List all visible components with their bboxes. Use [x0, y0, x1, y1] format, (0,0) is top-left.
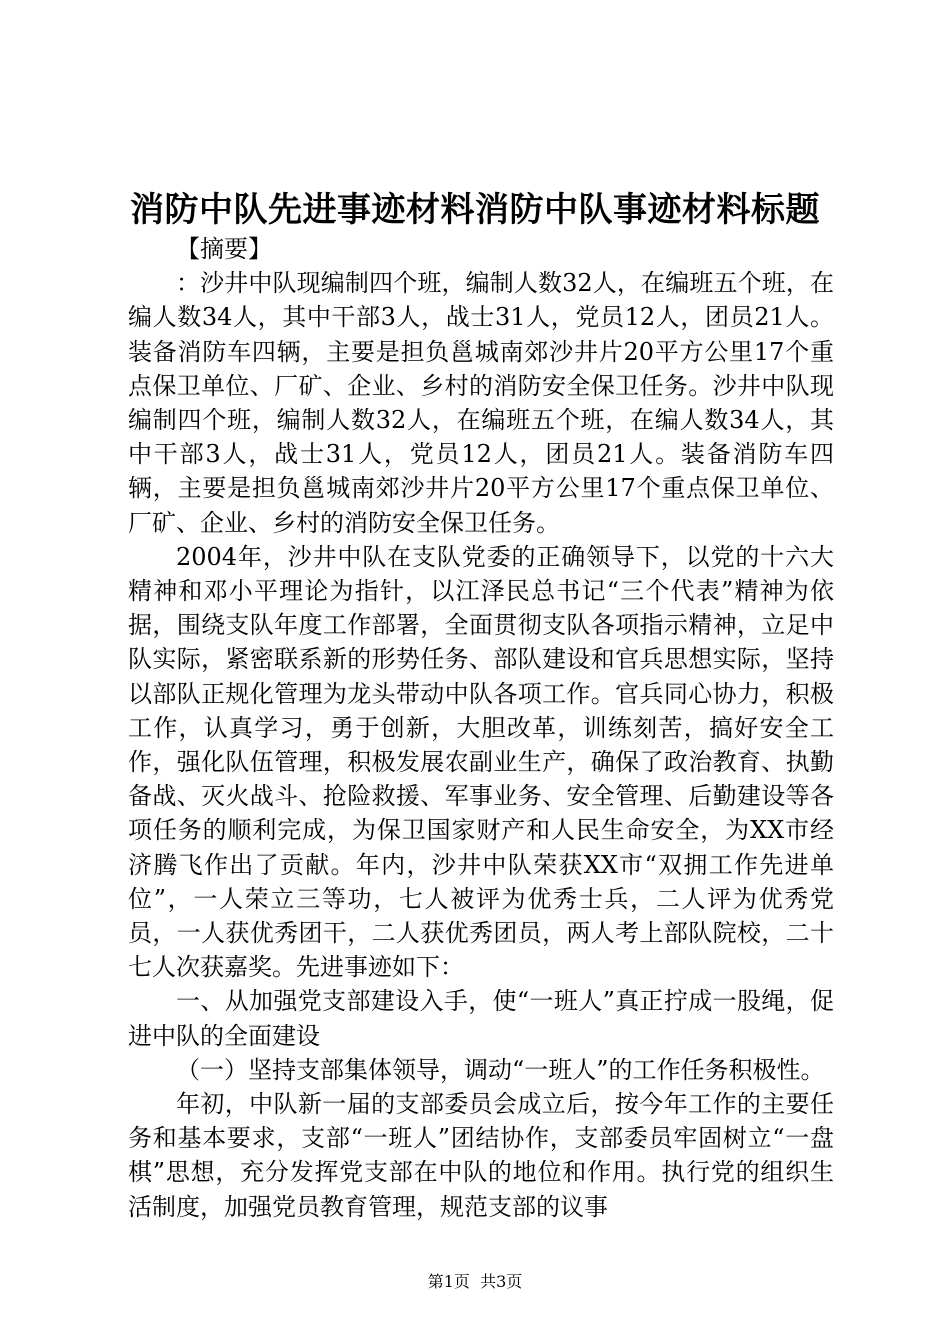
section-heading-1: 一、从加强党支部建设入手，使“一班人”真正拧成一股绳，促进中队的全面建设 — [128, 987, 834, 1050]
page-number: 第1页 — [427, 1272, 470, 1291]
document-title: 消防中队先进事迹材料消防中队事迹材料标题 — [130, 190, 820, 230]
page-total: 共3页 — [480, 1272, 523, 1291]
document-body — [128, 232, 834, 1224]
paragraph-abstract: ：沙井中队现编制四个班，编制人数32人，在编班五个班，在编人数34人，其中干部3人，战士31人，党员12人，团员21人。装备消防车四辆，主要是担负邕城南郊沙井片20平方公里17个重点保卫单位、厂矿、企业、乡村的消防安全保卫任务。沙井中队现编制四个班，编制人数32人，在编班五个班，在编人数34人，其中干部3人，战士31人，党员12人，团员21人。装备消防车四辆，主要是担负邕城南郊沙井片20平方公里17个重点保卫单位、厂矿、企业、乡村的消防安全保卫任务。 — [128, 269, 834, 537]
paragraph-subsection-1: 年初，中队新一届的支部委员会成立后，按今年工作的主要任务和基本要求，支部“一班人”团结协作，支部委员牢固树立“一盘棋”思想，充分发挥党支部在中队的地位和作用。执行党的组织生活制度，加强党员教育管理，规范支部的议事 — [128, 1090, 834, 1221]
page-footer — [0, 1271, 950, 1293]
paragraph-overview: 2004年，沙井中队在支队党委的正确领导下，以党的十六大精神和邓小平理论为指针，以江泽民总书记“三个代表”精神为依据，围绕支队年度工作部署，全面贯彻支队各项指示精神，立足中队实际，紧密联系新的形势任务、部队建设和官兵思想实际，坚持以部队正规化管理为龙头带动中队各项工作。官兵同心协力，积极工作，认真学习，勇于创新，大胆改革，训练刻苦，搞好安全工作，强化队伍管理，积极发展农副业生产，确保了政治教育、执勤备战、灭火战斗、抢险救援、军事业务、安全管理、后勤建设等各项任务的顺利完成，为保卫国家财产和人民生命安全，为XX市经济腾飞作出了贡献。年内，沙井中队荣获XX市“双拥工作先进单位”，一人荣立三等功，七人被评为优秀士兵，二人评为优秀党员，一人获优秀团干，二人获优秀团员，两人考上部队院校，二十七人次获嘉奖。先进事迹如下： — [128, 542, 834, 982]
abstract-heading: 【摘要】 — [176, 235, 272, 263]
subsection-heading-1: （一）坚持支部集体领导，调动“一班人”的工作任务积极性。 — [176, 1055, 825, 1084]
